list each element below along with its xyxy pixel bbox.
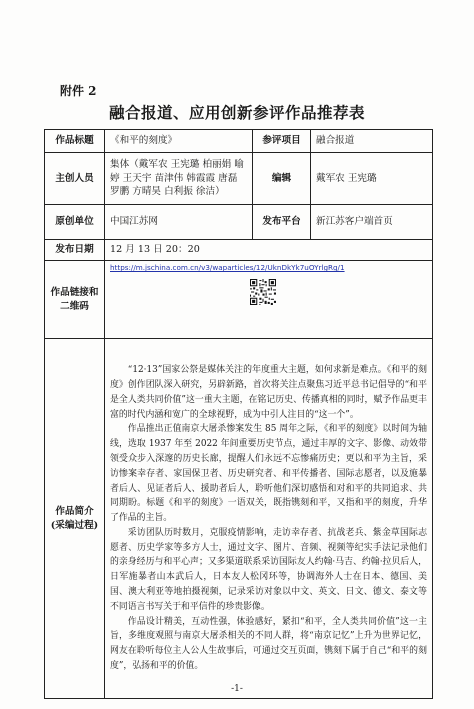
platform-value: 新江苏客户端首页 [311,205,433,240]
intro-label-main: 作品简介 [55,506,94,518]
row-link [45,261,433,339]
row-creators [45,153,433,205]
date-value: 12 月 13 日 20：20 [105,240,433,261]
unit-label: 原创单位 [45,205,105,240]
page-number: -1- [231,684,243,694]
category-label: 参评项目 [253,130,311,153]
editor-value: 戴军农 王宪璐 [311,153,433,205]
attachment-label: 附件 2 [60,84,97,98]
intro-paragraph: “12·13”国家公祭是媒体关注的年度重大主题，如何求新是难点。《和平的刻度》创作团队深入研究，另辟新路，首次将关注点聚焦习近平总书记倡导的“和平是全人类共同价值”这一重大主题，在铭记历史、传播真相的同时，赋予作品更丰富的时代内涵和宽广的全球视野，成为中引人注目的“这一个”。 [110,365,427,420]
recommendation-form [44,129,433,699]
link-label: 作品链接和二维码 [45,261,105,339]
row-title [45,130,433,153]
intro-label-sub: (采编过程) [50,519,99,531]
work-title-value: 《和平的刻度》 [105,130,253,153]
work-link[interactable]: https://m.jschina.com.cn/v3/waparticles/12/UknDkYk7uOYrlgRg/1 [110,263,345,272]
page-title: 融合报道、应用创新参评作品推荐表 [108,103,365,122]
intro-content [105,339,433,699]
row-unit [45,205,433,240]
intro-paragraph: 作品设计精美，互动性强，体验感好，紧扣“和平，全人类共同价值”这一主旨，多维度观照与南京大屠杀相关的不同人群，将“南京记忆”上升为世界记忆，网友在聆听每位主人公人生故事后，可通过交互页面，镌刻下属于自己“和平的刻度”，弘扬和平的价值。 [110,616,427,672]
category-value: 融合报道 [311,130,433,153]
intro-paragraph: 作品推出正值南京大屠杀惨案发生 85 周年之际，《和平的刻度》以时间为轴线，选取 1937 年至 2022 年间重要历史节点，通过丰厚的文字、影像、动效带领受众步入深邃的历史长廊，提醒人们永远不忘惨痛历史；更以和平为主旨，采访惨案幸存者、家国保卫者、历史研究者、和平传播者、国际志愿者，以及施暴者后人、见证者后人、援助者后人，聆听他们深切感悟和对和平的共同追求、共同期盼。标题《和平的刻度》一语双关，既指镌刻和平，又指和平的刻度，升华了作品的主旨。 [110,424,427,524]
row-date [45,240,433,261]
creators-value: 集体（戴军农 王宪璐 柏丽娟 喻婷 王天宇 苗津伟 韩霞霞 唐磊 罗鹏 方晴昊 白利振 徐洁） [105,153,253,205]
work-title-label: 作品标题 [45,130,105,153]
creators-label: 主创人员 [45,153,105,205]
qr-code-icon [250,279,276,305]
editor-label: 编辑 [253,153,311,205]
intro-label [45,339,105,699]
unit-value: 中国江苏网 [105,205,253,240]
intro-paragraph: 采访团队历时数月，克服疫情影响，走访幸存者、抗战老兵、紫金草国际志愿者、历史学家等多方人士，通过文字、图片、音频、视频等纪实手法记录他们的亲身经历与和平心声；又多渠道联系采访国际友人约翰·马吉、约翰·拉贝后人，日军施暴者山本武后人，日本友人松冈环等，协调海外人士在日本、德国、美国、澳大利亚等地拍摄视频，记录采访对象以中文、英文、日文、德文、泰文等不同语言书写关于和平信件的珍贵影像。 [110,527,427,612]
row-intro [45,339,433,699]
platform-label: 发布平台 [253,205,311,240]
date-label: 发布日期 [45,240,105,261]
